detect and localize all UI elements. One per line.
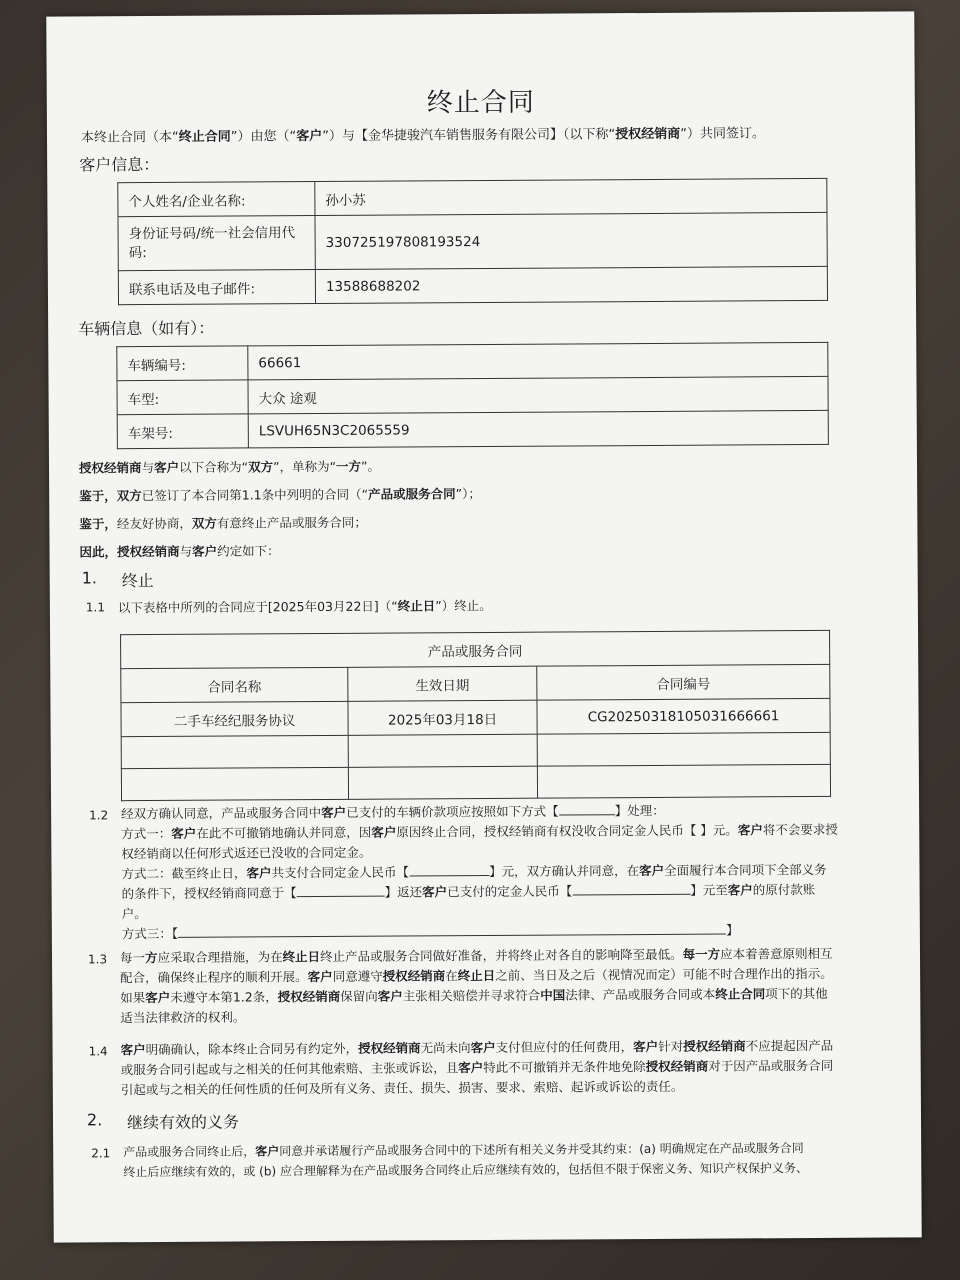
clause-1-1-number: 1.1: [85, 600, 106, 615]
clause-1-3-line-4: 适当法律救济的权利。: [120, 1009, 246, 1026]
section-2-title: 继续有效的义务: [126, 1112, 240, 1133]
section-1-number: 1.: [81, 568, 98, 588]
contract-name-cell: 二手车经纪服务协议: [121, 701, 348, 736]
recital-whereas-1: 鉴于，双方已签订了本合同第1.1条中列明的合同（“产品或服务合同”）；: [79, 486, 481, 504]
section-1-title: 终止: [121, 571, 154, 591]
table-row: [121, 630, 830, 668]
clause-2-1-line-2: 终止后应继续有效的，或 (b) 应合理解释为在产品或服务合同终止后应继续有效的，包括但不限于保密义务、知识产权保护义务、: [123, 1161, 808, 1180]
table-row: [121, 764, 830, 800]
clause-1-4-line-3: 引起或与之相关的任何性质的任何及所有义务、责任、损失、损害、要求、索赔、起诉或诉讼的责任。: [120, 1078, 684, 1098]
table-row: [117, 410, 828, 448]
customer-id-label: 身份证号码/统一社会信用代码:: [118, 216, 315, 271]
vehicle-info-heading: 车辆信息（如有）：: [78, 318, 215, 339]
clause-1-2-line-1: 经双方确认同意，产品或服务合同中客户已支付的车辆价款项应按照如下方式【 】处理：: [121, 802, 665, 822]
clause-1-4-number: 1.4: [88, 1044, 108, 1059]
vehicle-model-label: 车型:: [117, 380, 248, 415]
table-row: [118, 178, 827, 216]
vin-label: 车架号:: [117, 414, 248, 449]
col-header-number: 合同编号: [537, 664, 830, 700]
recital-therefore: 因此，授权经销商与客户约定如下：: [79, 543, 280, 560]
table-row: [121, 732, 830, 768]
clause-1-2-method-1-cont: 权经销商以任何形式返还已没收的合同定金。: [121, 844, 372, 862]
clause-1-1-text: 以下表格中所列的合同应于[2025年03月22日]（“终止日”）终止。: [117, 597, 492, 616]
customer-name-value: 孙小苏: [315, 178, 827, 215]
recital-parties: 授权经销商与客户以下合称为“双方”，单称为“一方”。: [78, 458, 381, 476]
table-row: [117, 342, 828, 380]
clause-1-2-method-2-cont: 的条件下，授权经销商同意于【 】返还客户已支付的定金人民币【 】元至客户的原付款账: [121, 881, 816, 902]
clause-1-2-method-3: 方式三：【 】: [121, 922, 739, 942]
vehicle-model-value: 大众 途观: [248, 376, 828, 414]
clause-1-3-line-2: 配合，确保终止程序的顺利开展。客户同意遵守授权经销商在终止日之前、当日及之后（视情况而定）可能不时合理作出的指示。: [120, 965, 833, 986]
clause-2-1-number: 2.1: [91, 1146, 111, 1161]
table-row: [118, 266, 827, 304]
section-2-number: 2.: [86, 1110, 103, 1130]
table-row: [121, 698, 830, 736]
table-row: [121, 664, 830, 702]
contract-table-caption: 产品或服务合同: [121, 630, 830, 668]
clause-1-2-number: 1.2: [89, 808, 109, 823]
vehicle-number-label: 车辆编号:: [117, 346, 248, 381]
customer-info-heading: 客户信息：: [79, 154, 160, 175]
clause-1-2-method-2-end: 户。: [121, 906, 147, 922]
contract-date-cell: 2025年03月18日: [348, 700, 537, 735]
customer-id-value: 330725197808193524: [315, 212, 827, 269]
clause-1-4-line-2: 或服务合同引起或与之相关的任何其他索赔、主张或诉讼，且客户特此不可撤销并无条件地免除授权经销商对于因产品或服务合同: [120, 1057, 834, 1078]
clause-1-4-line-1: 客户明确确认，除本终止合同另有约定外，授权经销商无尚未向客户支付但应付的任何费用，客户针对授权经销商不应提起因产品: [120, 1037, 834, 1058]
table-row: [117, 376, 828, 414]
col-header-name: 合同名称: [121, 667, 348, 702]
clause-2-1-line-1: 产品或服务合同终止后，客户同意并承诺履行产品或服务合同中的下述所有相关义务并受其约束：(a) 明确规定在产品或服务合同: [123, 1141, 804, 1160]
vehicle-number-value: 66661: [248, 342, 828, 380]
clause-1-2-method-1: 方式一：客户在此不可撤销地确认并同意，因客户原因终止合同，授权经销商有权没收合同定金人民币【 】元。客户将不会要求授: [121, 821, 838, 842]
contract-list-table: [120, 630, 831, 801]
clause-1-2-method-2: 方式二：截至终止日，客户共支付合同定金人民币【 】元，双方确认并同意，在客户全面履行本合同项下全部义务: [121, 861, 827, 882]
clause-1-3-line-1: 每一方应采取合理措施，为在终止日终止产品或服务合同做好准备，并将终止对各自的影响降至最低。每一方应本着善意原则相互: [119, 945, 833, 966]
customer-contact-label: 联系电话及电子邮件:: [118, 270, 315, 305]
document-title: 终止合同: [426, 87, 535, 119]
vin-value: LSVUH65N3C2065559: [248, 410, 828, 448]
contract-page: [46, 11, 921, 1242]
customer-contact-value: 13588688202: [315, 266, 827, 303]
vehicle-info-table: [116, 342, 829, 449]
table-row: [118, 212, 827, 270]
contract-number-cell: CG20250318105031666661: [537, 698, 830, 734]
intro-paragraph: 本终止合同（本“终止合同”）由您（“客户”）与【金华捷骏汽车销售服务有限公司】（以下称“授权经销商”）共同签订。: [80, 126, 766, 146]
clause-1-3-number: 1.3: [87, 952, 108, 967]
recital-whereas-2: 鉴于，经友好协商，双方有意终止产品或服务合同；: [79, 514, 367, 532]
customer-info-table: [117, 178, 828, 305]
col-header-date: 生效日期: [348, 666, 537, 701]
customer-name-label: 个人姓名/企业名称:: [118, 182, 315, 217]
clause-1-3-line-3: 如果客户未遵守本第1.2条，授权经销商保留向客户主张相关赔偿并寻求符合中国法律、产品或服务合同或本终止合同项下的其他: [120, 985, 828, 1006]
